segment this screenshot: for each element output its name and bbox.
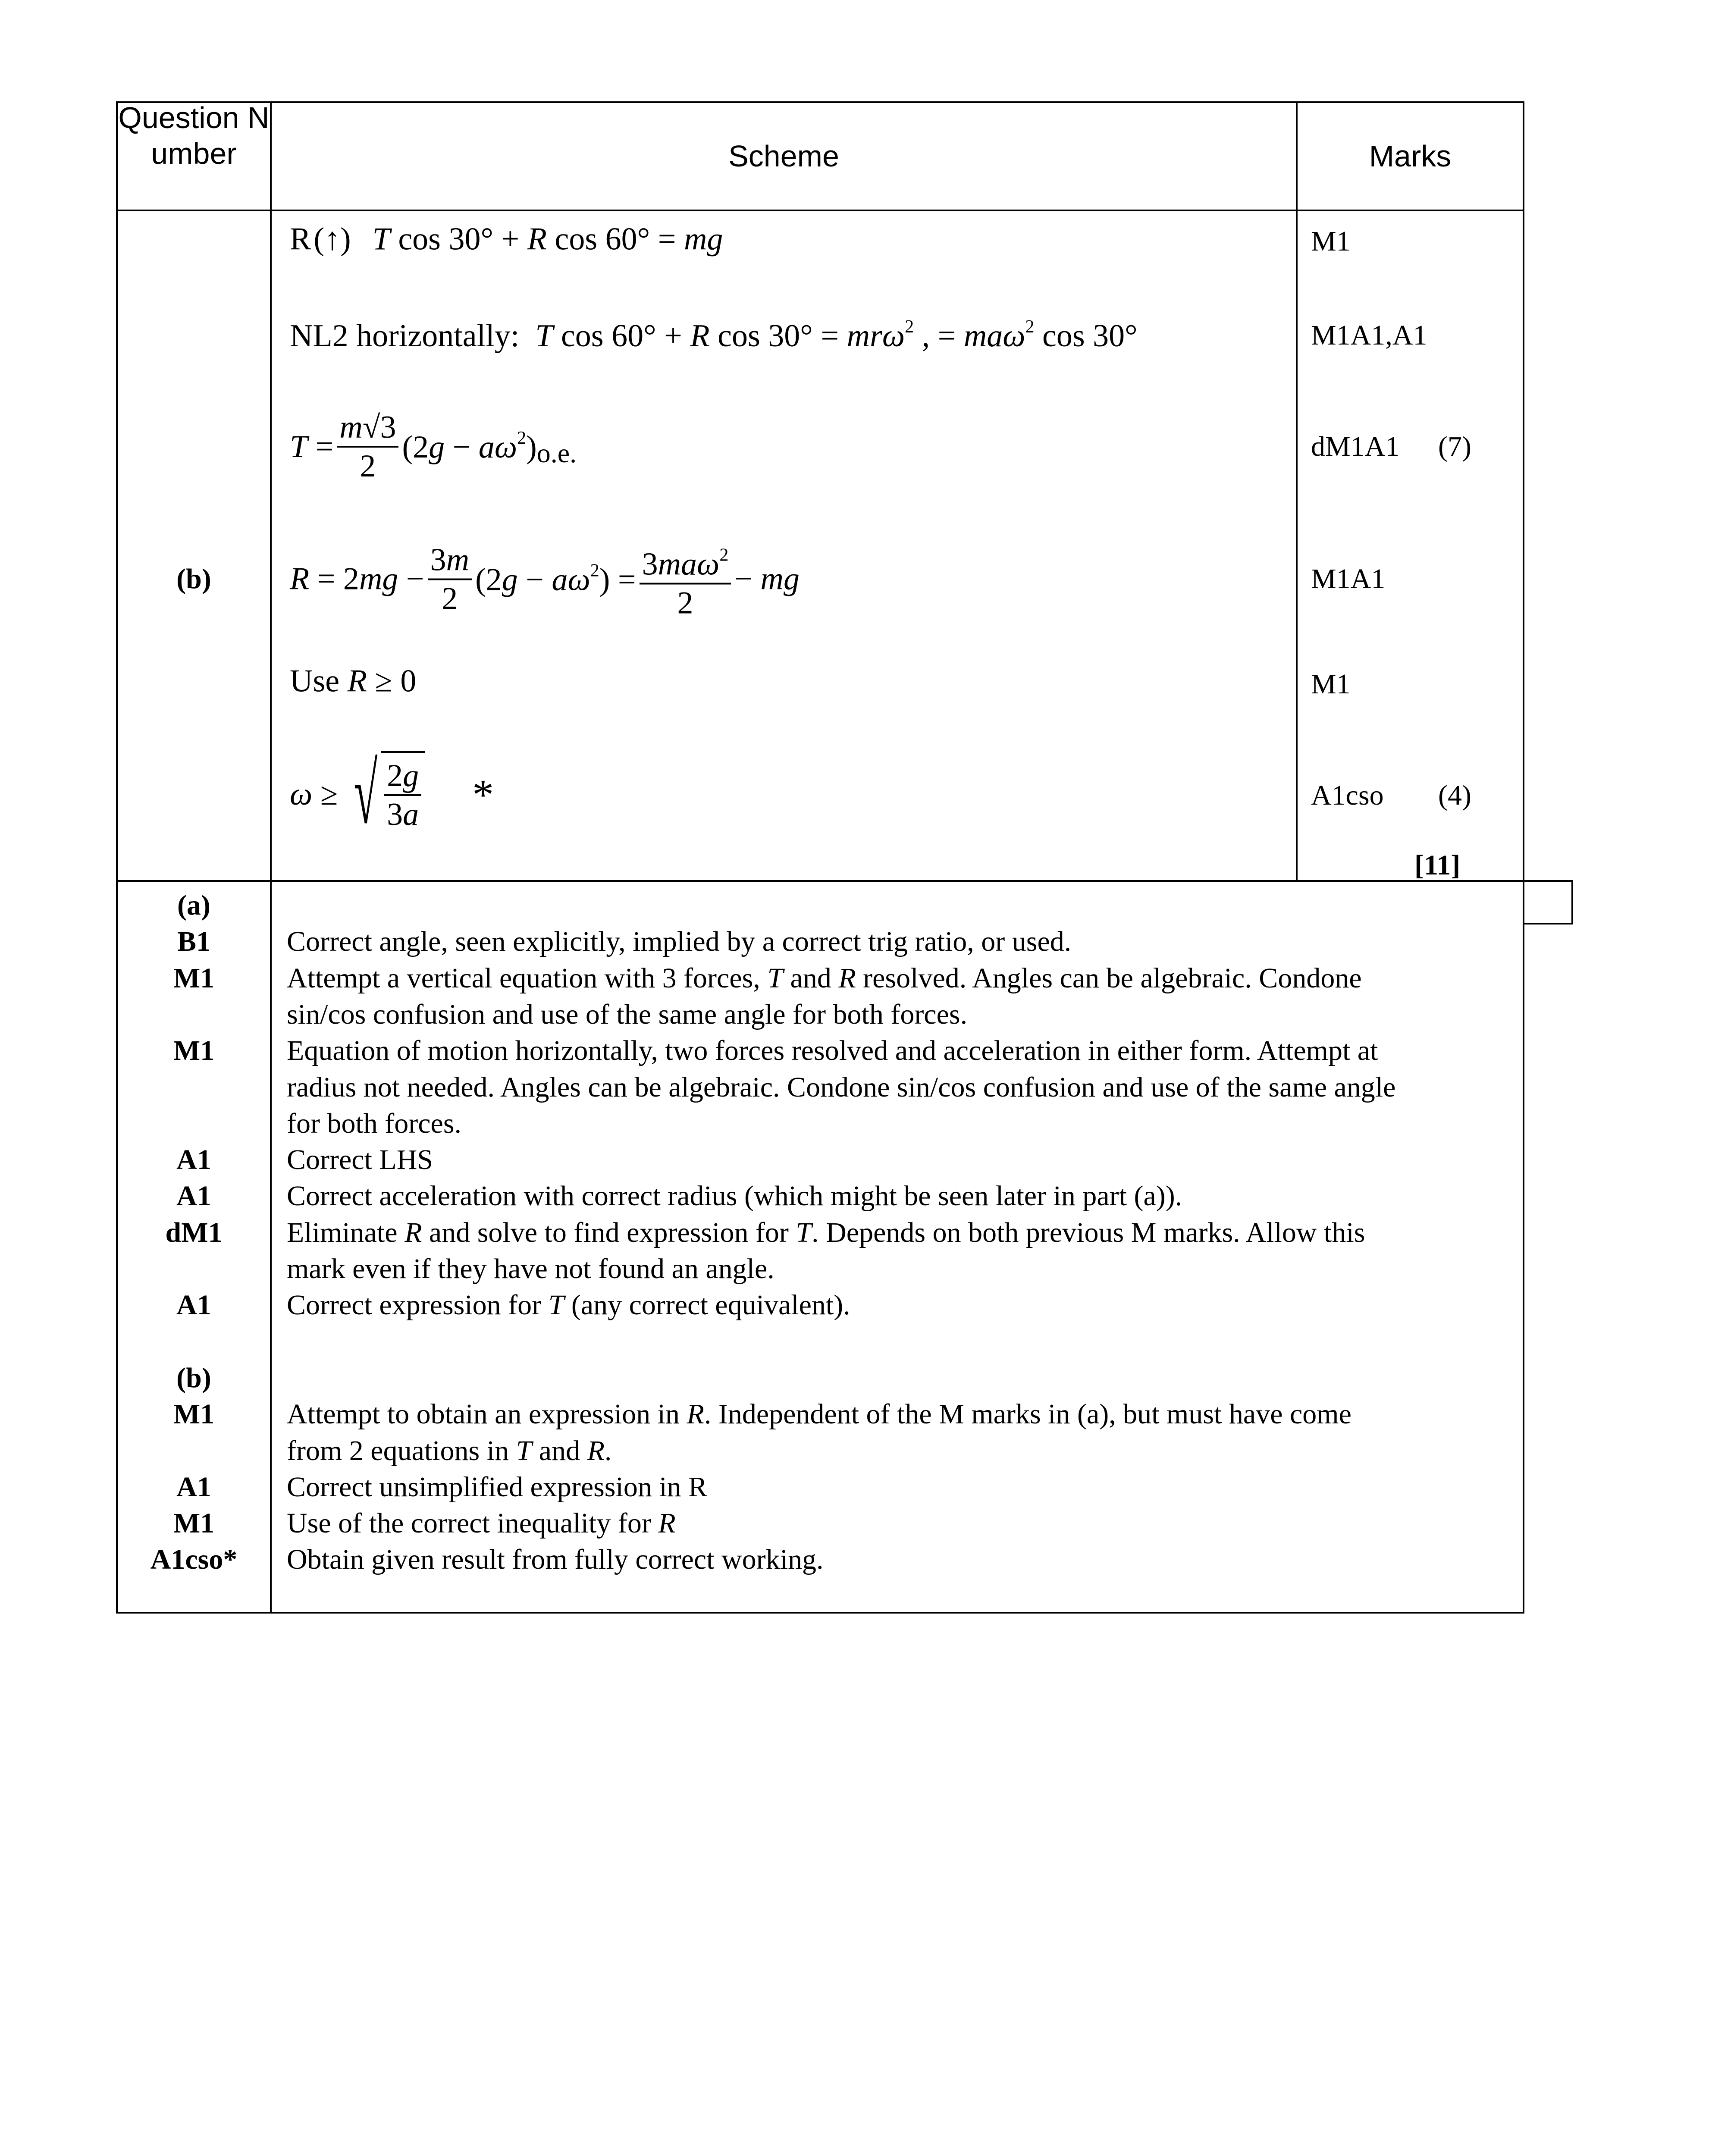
text-segment: .	[604, 1435, 612, 1467]
text-segment: 3	[642, 546, 658, 582]
stray-cell-right	[1571, 880, 1573, 924]
text-segment: R	[347, 663, 367, 699]
fraction-denominator	[677, 585, 693, 622]
mark-a1cso: A1cso	[1311, 780, 1384, 811]
text-segment: Attempt to obtain an expression in	[287, 1398, 687, 1430]
text-segment: R	[690, 318, 710, 354]
text-segment: Use	[290, 663, 348, 699]
text-segment: (2	[475, 562, 502, 597]
text-segment: 3	[387, 797, 403, 832]
note-mark-label: B1	[177, 926, 211, 958]
text-segment: −	[445, 429, 479, 465]
equation-horizontal-nl2	[290, 317, 1138, 354]
radical-sign-icon: √	[354, 746, 378, 842]
text-segment: , =	[914, 318, 964, 354]
text-segment: cos 60° +	[553, 318, 690, 354]
equation-body	[290, 317, 1138, 354]
text-segment: maω	[963, 318, 1025, 354]
text-segment: ) =	[599, 562, 636, 597]
header-scheme: Scheme	[728, 139, 839, 173]
note-mark-label: A1	[176, 1471, 211, 1503]
text-segment: sin/cos confusion and use of the same angle for both forces.	[287, 998, 968, 1030]
text-segment: T	[290, 429, 308, 464]
text-segment: and	[783, 962, 839, 994]
note-mark-label: A1	[176, 1144, 211, 1176]
row-divider	[116, 880, 1573, 882]
oe-note: o.e.	[536, 438, 577, 468]
text-segment: −	[517, 562, 552, 597]
text-segment: R	[404, 1216, 422, 1248]
text-segment: −	[398, 561, 424, 597]
radicand	[381, 751, 425, 837]
note-text	[287, 1069, 1395, 1106]
text-segment: mg	[684, 221, 723, 257]
given-result-star: *	[472, 770, 494, 818]
fraction-numerator	[384, 757, 421, 796]
text-segment: R	[658, 1507, 676, 1539]
note-mark-label: M1	[173, 1035, 215, 1067]
text-segment: cos 30° +	[390, 221, 527, 257]
note-mark-label: M1	[173, 962, 215, 994]
text-segment: NL2 horizontally:	[290, 318, 536, 354]
fraction-denominator	[442, 580, 458, 617]
text-segment: g	[429, 429, 445, 465]
text-segment: T	[535, 318, 553, 354]
text-segment: (any correct equivalent).	[564, 1289, 850, 1321]
fraction	[384, 757, 421, 833]
column-divider-2	[1296, 101, 1298, 881]
equation-lhs	[290, 429, 333, 465]
note-mark-label: A1	[176, 1180, 211, 1212]
column-divider-1	[270, 101, 272, 1614]
note-text	[287, 997, 967, 1033]
text-segment: maω	[658, 546, 720, 582]
note-text	[287, 1142, 433, 1178]
text-segment: Correct expression for	[287, 1289, 549, 1321]
text-segment: aω	[552, 562, 590, 597]
square-root	[342, 746, 425, 842]
fraction-numerator	[640, 537, 731, 585]
part-label: (b)	[176, 563, 211, 595]
text-segment: 2	[360, 448, 376, 484]
equation-omega-result	[290, 746, 494, 842]
fraction-denominator	[387, 796, 419, 833]
text-segment: )	[526, 429, 537, 465]
text-segment: Attempt a vertical equation with 3 forces,	[287, 962, 768, 994]
text-segment: T	[796, 1216, 812, 1248]
note-mark-label: A1	[176, 1289, 211, 1321]
note-mark-label: (b)	[176, 1362, 211, 1394]
fraction	[337, 409, 398, 485]
mark-total: [11]	[1414, 849, 1461, 881]
text-segment: radius not needed. Angles can be algebraic. Condone sin/cos confusion and use of the same angle	[287, 1071, 1396, 1103]
note-text	[287, 1433, 611, 1469]
text-segment: m	[446, 542, 470, 577]
text-segment: √3	[362, 410, 396, 445]
text-segment: T	[372, 221, 390, 257]
header-question-number: Question Number	[118, 101, 270, 170]
note-text	[287, 1251, 774, 1287]
note-text	[287, 924, 1071, 960]
equation-tail	[734, 561, 800, 598]
text-segment: mg	[359, 561, 398, 597]
mark-m1: M1	[1311, 226, 1351, 257]
text-segment: ω	[290, 776, 313, 812]
mark-dm1a1: dM1A1	[1311, 431, 1400, 462]
note-text	[287, 1178, 1182, 1214]
text-segment: mark even if they have not found an angle.	[287, 1253, 774, 1285]
note-text	[287, 1396, 1351, 1432]
text-segment: mrω	[847, 318, 905, 354]
equation-body	[373, 221, 723, 258]
note-text	[287, 1215, 1365, 1251]
equation-lhs	[290, 561, 424, 598]
text-segment: Correct unsimplified expression in R	[287, 1471, 708, 1503]
note-text	[287, 1033, 1378, 1069]
text-segment: (2	[402, 429, 429, 465]
text-segment: 2	[387, 758, 403, 793]
text-segment: 3	[430, 542, 446, 577]
text-segment: for both forces.	[287, 1107, 462, 1139]
fraction	[428, 541, 472, 617]
mark-m1a1: M1A1	[1311, 563, 1386, 595]
text-segment: T	[516, 1435, 532, 1467]
equation-use-r-nonnegative	[290, 663, 416, 700]
equation-vertical-resolution	[290, 221, 723, 258]
text-segment: m	[339, 410, 363, 445]
stray-cell-bottom	[1523, 923, 1573, 924]
text-segment: resolved. Angles can be algebraic. Condone	[856, 962, 1362, 994]
note-mark-label: M1	[173, 1398, 215, 1430]
equation-lhs	[290, 776, 338, 813]
header-divider	[116, 210, 1524, 211]
text-segment: Obtain given result from fully correct working.	[287, 1544, 824, 1576]
header-marks: Marks	[1369, 139, 1452, 173]
text-segment: T	[767, 962, 784, 994]
note-mark-label: M1	[173, 1507, 215, 1539]
table-border-right	[1523, 101, 1524, 1614]
text-segment: =	[307, 429, 334, 464]
fraction-numerator	[428, 541, 472, 580]
equation-reaction	[290, 537, 800, 622]
table-border-bottom	[116, 1612, 1524, 1614]
text-segment: Correct acceleration with correct radius (which might be seen later in part (a)).	[287, 1180, 1182, 1212]
text-segment: and	[532, 1435, 587, 1467]
text-segment: . Depends on both previous M marks. Allow this	[812, 1216, 1365, 1248]
text-segment: . Independent of the M marks in (a), but must have come	[704, 1398, 1351, 1430]
note-text	[287, 960, 1362, 997]
note-text	[287, 1469, 707, 1505]
superscript: 2	[719, 545, 729, 565]
text-segment: R	[838, 962, 856, 994]
bracket-expression	[402, 428, 536, 466]
text-segment: R	[687, 1398, 704, 1430]
text-segment: R	[527, 221, 547, 257]
note-text	[287, 1106, 461, 1142]
note-text	[287, 1542, 824, 1578]
text-segment: g	[502, 562, 518, 597]
fraction-denominator	[360, 448, 376, 485]
note-text	[287, 1287, 850, 1323]
resolve-label: R	[290, 221, 311, 257]
text-segment: Correct angle, seen explicitly, implied by a correct trig ratio, or used.	[287, 926, 1072, 958]
mark-m1-inequality: M1	[1311, 668, 1351, 700]
text-segment: cos 30°	[1034, 318, 1138, 354]
fraction	[640, 537, 731, 622]
mark-subtotal-a: (7)	[1438, 431, 1471, 462]
text-segment: mg	[760, 561, 800, 597]
text-segment: cos 30° =	[709, 318, 847, 354]
note-mark-label: A1cso*	[150, 1544, 238, 1576]
text-segment: ≥ 0	[367, 663, 417, 699]
equation-body	[290, 663, 416, 700]
text-segment: R	[587, 1435, 605, 1467]
superscript: 2	[517, 428, 527, 448]
text-segment: aω	[478, 429, 517, 465]
superscript: 2	[590, 561, 599, 580]
text-segment: 2	[442, 581, 458, 616]
text-segment: −	[734, 561, 761, 597]
fraction-numerator	[337, 409, 398, 448]
text-segment: Equation of motion horizontally, two forces resolved and acceleration in either form. Attempt at	[287, 1035, 1378, 1067]
text-segment: T	[548, 1289, 564, 1321]
text-segment: = 2	[309, 561, 359, 597]
note-mark-label: (a)	[177, 890, 210, 921]
up-arrow-icon: (↑)	[314, 221, 351, 257]
note-text	[287, 1505, 676, 1542]
mark-subtotal-b: (4)	[1438, 780, 1471, 811]
text-segment: 2	[677, 585, 693, 621]
text-segment: a	[403, 797, 419, 832]
text-segment: R	[290, 561, 310, 597]
text-segment: ≥	[312, 776, 338, 812]
text-segment: Correct LHS	[287, 1144, 433, 1176]
text-segment: Use of the correct inequality for	[287, 1507, 658, 1539]
table-border-top	[116, 101, 1524, 103]
text-segment: g	[403, 758, 419, 793]
note-mark-label: dM1	[165, 1216, 223, 1248]
text-segment: from 2 equations in	[287, 1435, 516, 1467]
text-segment: cos 60° =	[546, 221, 684, 257]
equation-tension	[290, 409, 577, 485]
superscript: 2	[905, 317, 914, 337]
bracket-expression	[475, 560, 636, 598]
text-segment: Eliminate	[287, 1216, 405, 1248]
mark-m1a1a1: M1A1,A1	[1311, 320, 1427, 351]
text-segment: and solve to find expression for	[422, 1216, 796, 1248]
superscript: 2	[1025, 317, 1035, 337]
